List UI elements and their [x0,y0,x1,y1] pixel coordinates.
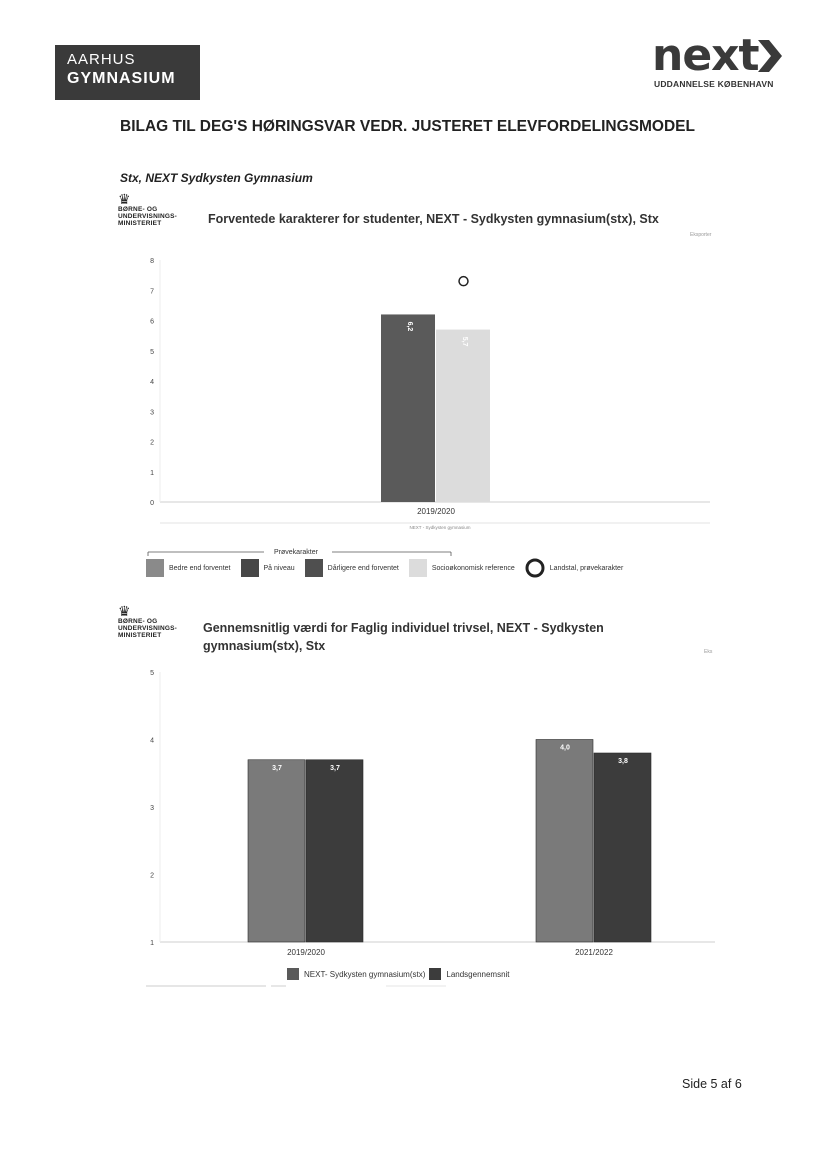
chart2-x-tick-label: 2021/2022 [575,948,613,957]
chart1-y-tick-label: 6 [150,318,154,326]
ministry-line-3: MINISTERIET [118,632,162,639]
legend-swatch-paa-niveau [241,559,259,577]
legend-swatch-next [287,968,299,980]
legend-group-label: Prøvekarakter [274,549,318,556]
chart1-y-tick-label: 0 [150,500,154,507]
chart1-y-tick-label: 5 [150,348,154,356]
chart2-bar [306,760,363,942]
chart2-data-label: 3,7 [272,764,282,772]
legend-label-bedre: Bedre end forventet [169,564,231,572]
document-title: BILAG TIL DEG'S HØRINGSVAR VEDR. JUSTERET ELEVFORDELINGSMODEL [120,118,695,135]
legend-circle-icon [525,558,545,578]
chart2-data-label: 3,8 [618,758,628,765]
page-number: Side 5 af 6 [682,1077,742,1091]
legend-item-landstal[interactable] [525,558,624,578]
legend-label-socio: Socioøkonomisk reference [431,564,515,572]
next-logo-word: next [652,30,759,81]
ministry-logo-2 [118,604,198,639]
legend-item-next[interactable] [287,968,425,980]
next-logo-tagline: UDDANNELSE KØBENHAVN [654,79,774,89]
legend-label-next: NEXT- Sydkysten gymnasium(stx) [304,969,426,979]
legend-item-daarligere[interactable] [305,559,399,577]
chart2-y-tick-label: 4 [150,737,154,745]
ministry-line-2: UNDERVISNINGS- [118,625,178,632]
chevron-right-icon [758,40,782,72]
chart1-title: Forventede karakterer for studenter, NEXT - Sydkysten gymnasium(stx), Stx [208,212,659,226]
chart1-y-tick-label: 8 [150,258,154,265]
chart1-data-label-socio: 5,7 [461,336,468,347]
chart1-export-link[interactable]: Eksporter [690,232,712,238]
chart2-title [203,619,604,655]
legend-label-landsgennemsnit: Landsgennemsnit [446,969,510,979]
crown-icon: ♛ [118,603,131,619]
chart1-bar-socio [436,330,490,502]
chart2-plot [130,660,730,960]
ministry-line-2: UNDERVISNINGS- [118,213,178,220]
chart2-title-line-1: Gennemsnitlig værdi for Faglig individuel trivsel, NEXT - Sydkysten [203,621,604,635]
chart2-legend [287,968,510,980]
legend-swatch-socio [409,559,427,577]
legend-item-bedre[interactable] [146,559,231,577]
chart2-y-tick-label: 2 [150,872,154,880]
chart2-x-tick-label: 2019/2020 [287,948,325,957]
legend-label-paa-niveau: På niveau [263,564,295,572]
chart2-y-tick-label: 1 [150,940,154,947]
ministry-line-1: BØRNE- OG [118,206,158,213]
chart1-plot [130,250,730,535]
chart1-y-tick-label: 1 [150,469,154,477]
legend-item-landsgennemsnit[interactable] [429,968,509,980]
chart2-bar [594,753,651,942]
chart2-footer-lines [146,984,446,988]
chart2-data-label: 3,7 [330,764,340,772]
chart1-data-label-daarligere: 6,2 [406,321,413,332]
chart2-title-line-2: gymnasium(stx), Stx [203,639,326,653]
chart1-y-tick-label: 7 [150,288,154,296]
chart1-landstal-marker [459,277,468,286]
legend-label-landstal: Landstal, prøvekarakter [549,564,624,572]
chart1-bar-daarligere [381,314,435,502]
next-logo [648,30,788,90]
legend-swatch-bedre [146,559,164,577]
legend-label-daarligere: Dårligere end forventet [327,564,399,572]
chart2-export-link[interactable]: Eks [704,649,713,655]
crown-icon: ♛ [118,191,131,207]
chart1-y-tick-label: 2 [150,439,154,447]
section-title: Stx, NEXT Sydkysten Gymnasium [120,171,313,185]
chart1-subcaption: NEXT - Sydkysten gymnasium [409,525,471,530]
chart2-y-tick-label: 3 [150,805,154,812]
ministry-logo [118,192,198,227]
chart2-y-tick-label: 5 [150,670,154,677]
chart1-y-tick-label: 3 [150,409,154,417]
chart1-legend [146,558,623,578]
chart2-bar [536,740,593,943]
legend-group-bracket [146,540,466,556]
chart1-y-tick-label: 4 [150,379,154,386]
legend-item-socio[interactable] [409,559,515,577]
chart1-x-tick-label: 2019/2020 [417,507,455,516]
chart2-data-label: 4,0 [560,744,570,752]
logo-line-aarhus: AARHUS [67,51,136,68]
legend-swatch-landsgennemsnit [429,968,441,980]
chart2-bar [248,760,305,942]
legend-item-paa-niveau[interactable] [241,559,295,577]
ministry-line-3: MINISTERIET [118,220,162,227]
ministry-line-1: BØRNE- OG [118,618,158,625]
logo-line-gymnasium: GYMNASIUM [67,70,176,87]
legend-swatch-daarligere [305,559,323,577]
aarhus-gymnasium-logo [55,45,200,100]
